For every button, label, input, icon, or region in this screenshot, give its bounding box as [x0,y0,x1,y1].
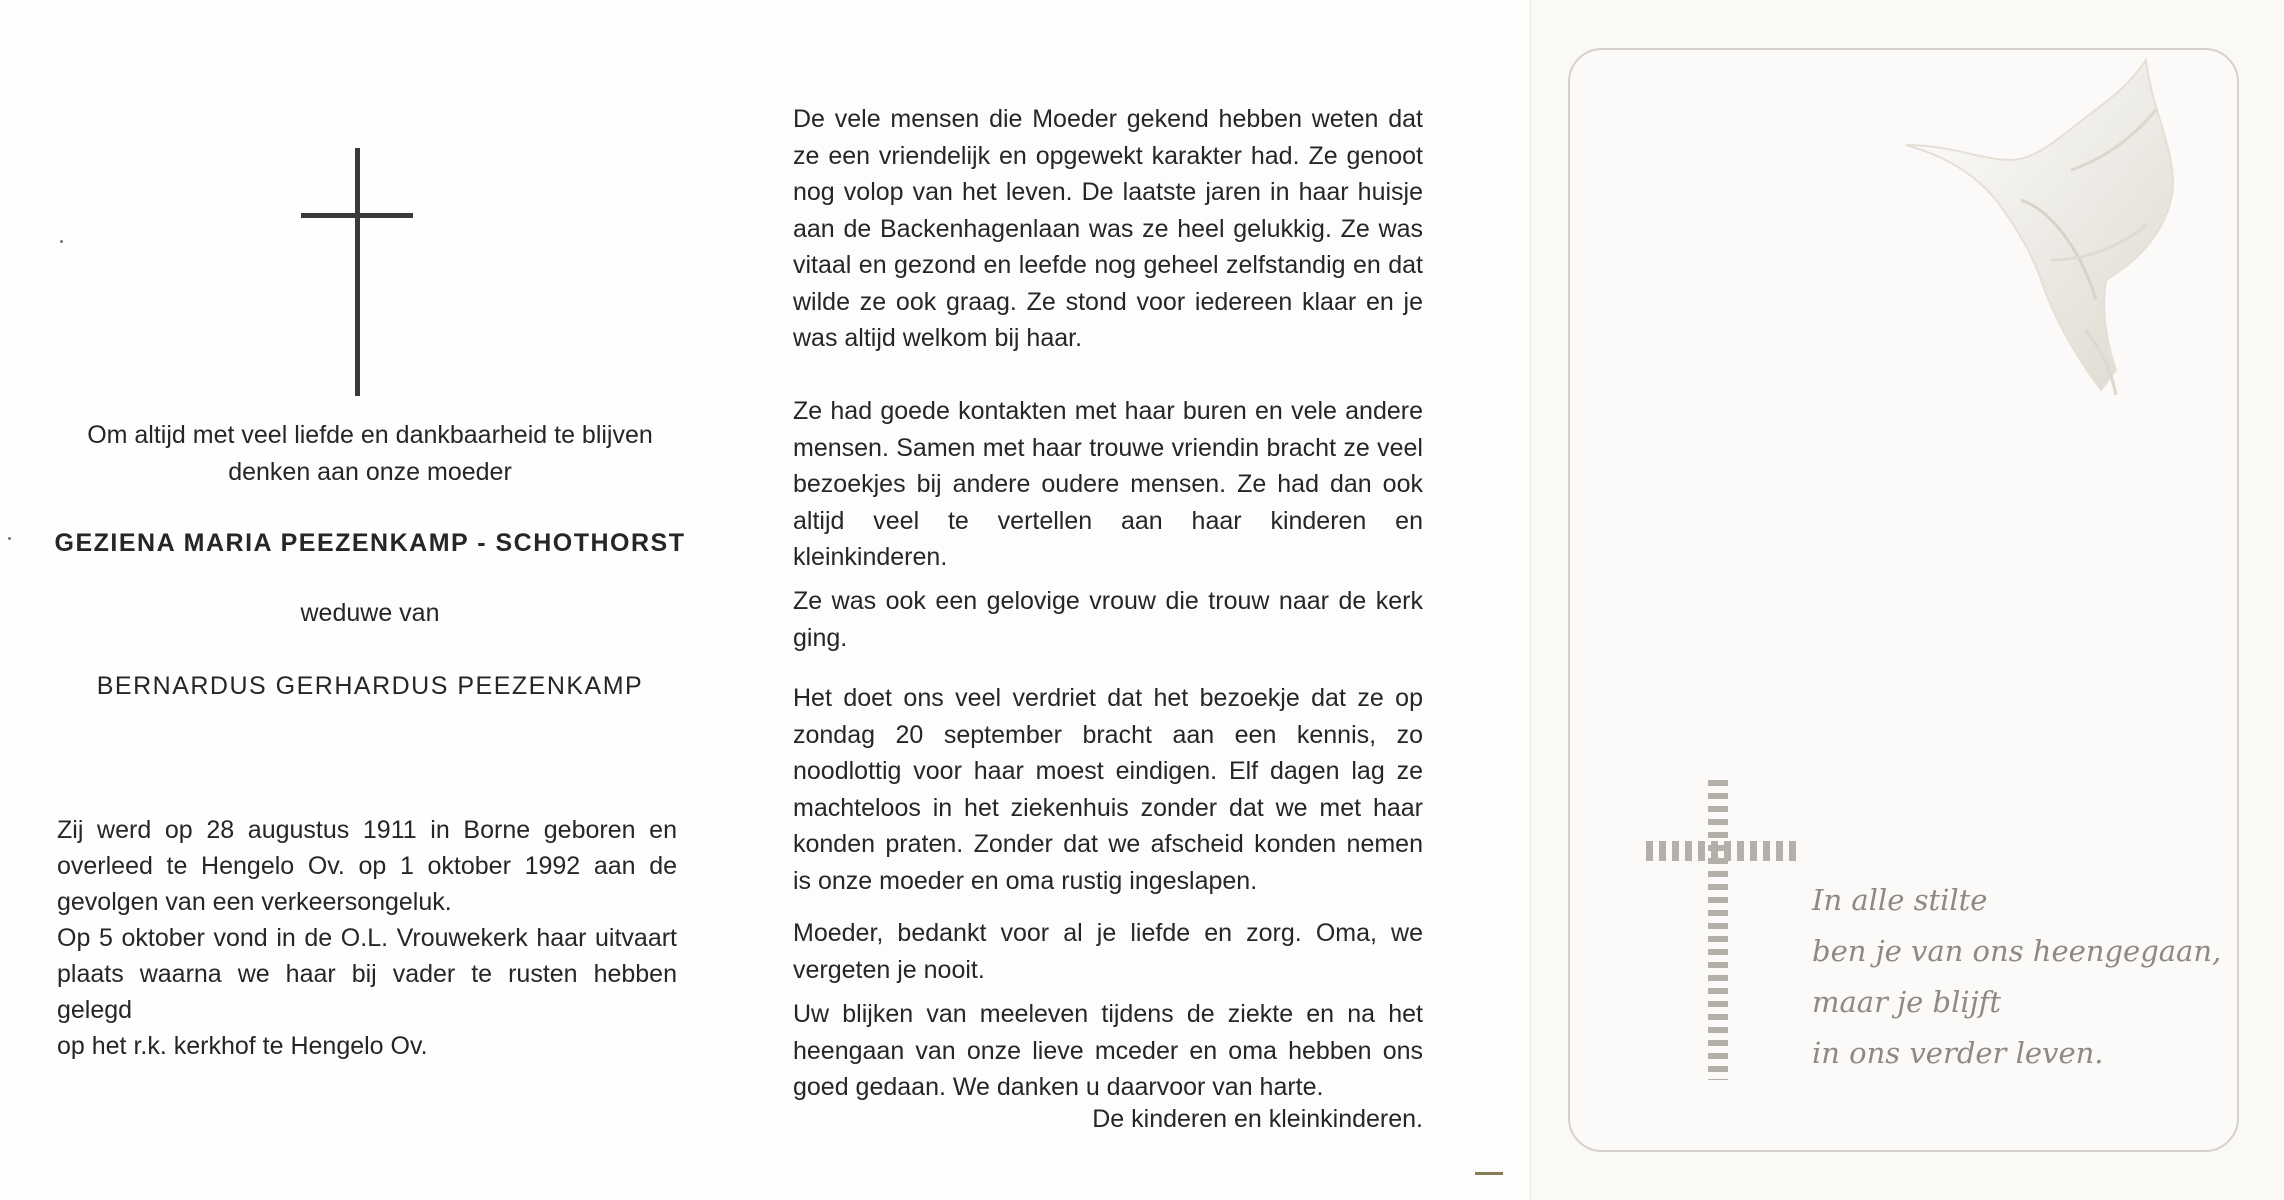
poem-line: maar je blijft [1812,985,2002,1019]
speck [8,537,11,540]
bio-line: overleed te Hengelo Ov. op 1 oktober 1992 aan de [57,852,677,880]
paragraph [793,101,1423,357]
paragraph [793,915,1423,988]
lead-text [55,417,685,491]
left-panel [0,0,745,1200]
paragraph-text: De vele mensen die Moeder gekend hebben weten dat ze een vriendelijk en opgewekt karakter had. Ze genoot nog volop van het leven. De laatste jaren in haar huisje aan de Backenhagenlaan was ze heel gelukkig. Ze was vitaal en gezond en leefde nog geheel zelfstandig en dat wilde ze ook graag. Ze stond voor iedereen klaar en je was altijd welkom bij haar. [793,105,1423,352]
paragraph-text: Ze had goede kontakten met haar buren en vele andere mensen. Samen met haar trouwe vriendin bracht ze veel bezoekjes bij andere oudere mensen. Ze had dan ook altijd veel te vertellen aan haar kinderen en kleinkinderen. [793,397,1423,571]
page-mark [1475,1172,1503,1175]
bio-line: gevolgen van een verkeersongeluk. [57,888,452,916]
weduwe-van: weduwe van [300,599,440,627]
paragraph-text: Ze was ook een gelovige vrouw die trouw naar de kerk ging. [793,587,1423,652]
paragraph-text: Het doet ons veel verdriet dat het bezoekje dat ze op zondag 20 september bracht aan een kennis, zo noodlottig voor haar moest eindigen. Elf dagen lag ze machteloos in het ziekenhuis zonder dat we met haar konden praten. Zonder dat we afscheid konden nemen is onze moeder en oma rustig ingeslapen. [793,684,1423,895]
bio-line: Zij werd op 28 augustus 1911 in Borne geboren en [57,816,677,844]
cross-icon [301,148,413,396]
poem-line: ben je van ons heengegaan, [1812,934,2222,968]
husband-name: BERNARDUS GERHARDUS PEEZENKAMP [96,672,644,700]
poem-line: in ons verder leven. [1812,1036,2104,1070]
deceased-name: GEZIENA MARIA PEEZENKAMP - SCHOTHORST [54,529,686,557]
bio-line: op het r.k. kerkhof te Hengelo Ov. [57,1032,428,1060]
poem [1812,875,2221,1079]
signature: De kinderen en kleinkinderen. [1092,1105,1423,1133]
biography [57,812,677,1064]
speck [60,240,63,243]
poem-line: In alle stilte [1812,883,1988,917]
paragraph [793,583,1423,656]
lead-line: Om altijd met veel liefde en dankbaarheid te blijven [87,421,653,449]
decorative-cross-icon [1646,780,1798,1080]
paragraph-text: Uw blijken van meeleven tijdens de ziekte en na het heengaan van onze lieve mceder en oma hebben ons goed gedaan. We danken u daarvoor van harte. [793,1000,1423,1101]
paragraph [793,393,1423,576]
middle-panel [745,0,1530,1200]
lead-line: denken aan onze moeder [228,458,512,486]
dove-icon [1901,50,2201,420]
paragraph [793,996,1423,1106]
bio-line: Op 5 oktober vond in de O.L. Vrouwekerk haar uitvaart [57,924,677,952]
paragraph [793,680,1423,899]
bio-line: plaats waarna we haar bij vader te rusten hebben gelegd [57,960,677,1024]
paragraph-text: Moeder, bedankt voor al je liefde en zorg. Oma, we vergeten je nooit. [793,919,1423,984]
